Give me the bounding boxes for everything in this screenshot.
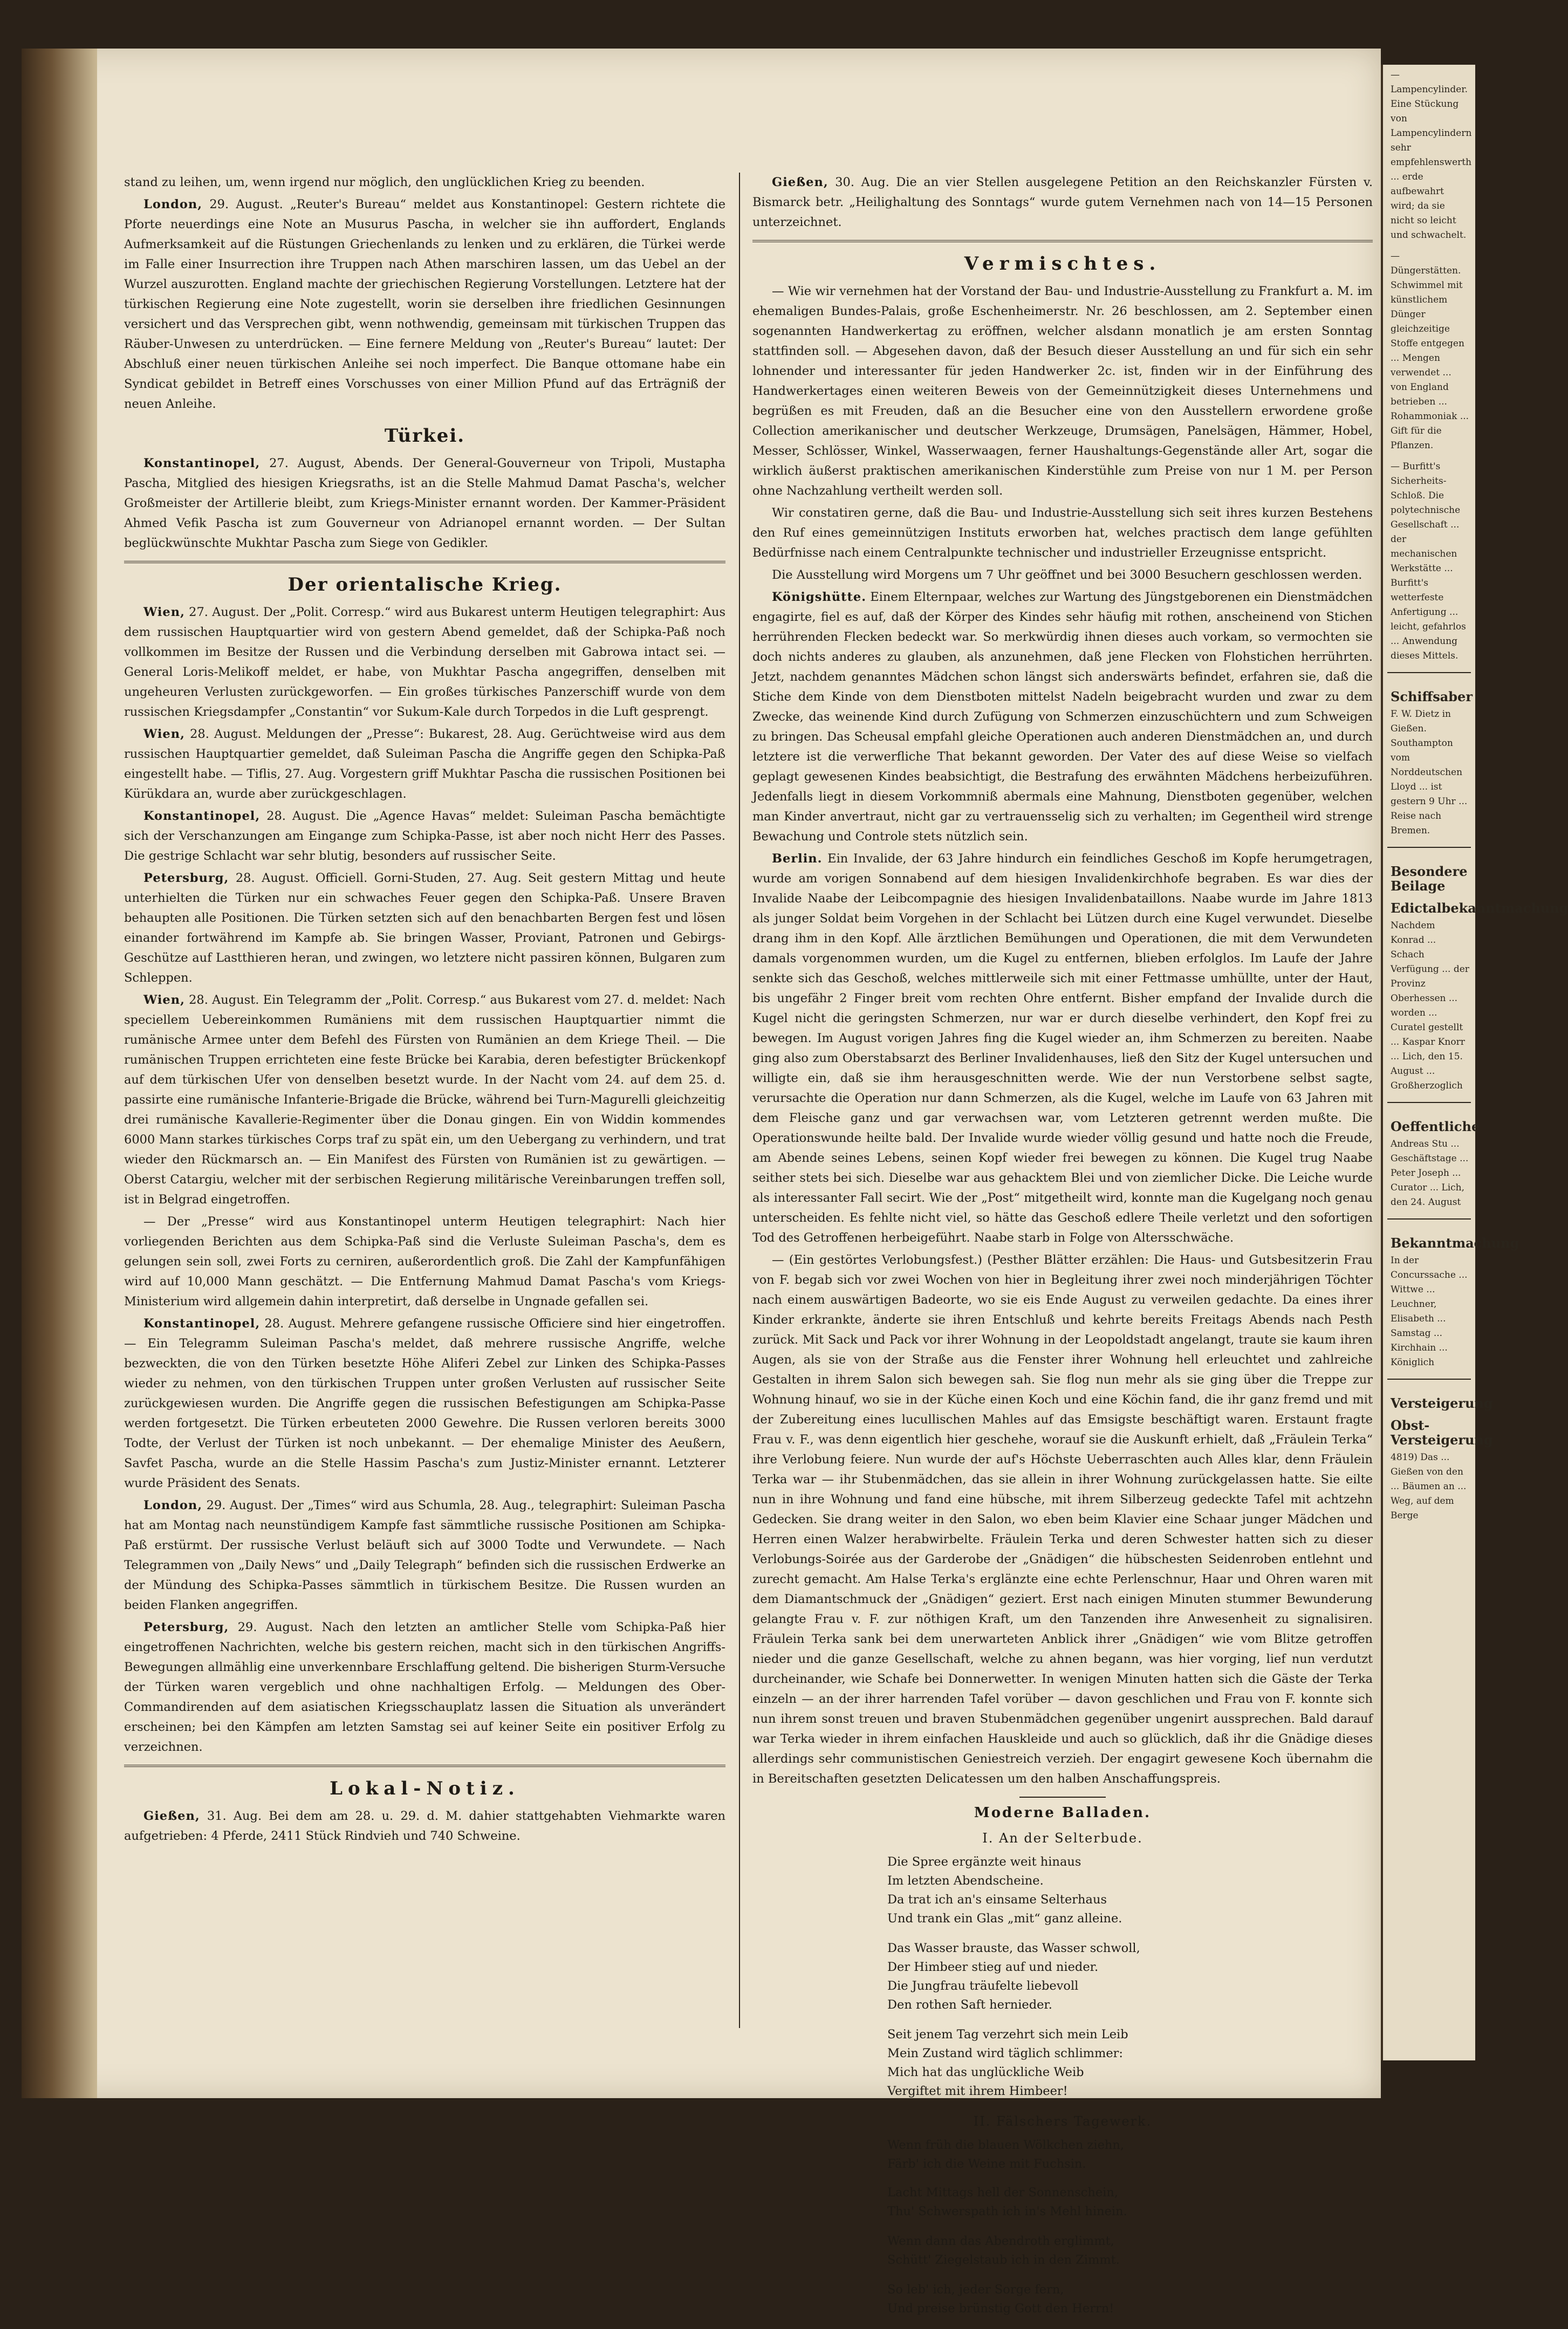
article-text: Die an vier Stellen ausgelegene Petition an den Reichskanzler Fürsten v. Bismarck betr. „Heilighaltung des Sonntags“ wurde gutem Vernehmen nach von 14—15 Personen unterzeichnet. bbox=[752, 175, 1373, 229]
article-paragraph: Die Ausstellung wird Morgens um 7 Uhr geöffnet und bei 3000 Besuchern geschlossen werden. bbox=[772, 568, 1362, 582]
verse-stanza bbox=[752, 1939, 1373, 2015]
sidebar-notice: — Burfitt's Sicherheits-Schloß. Die polytechnische Gesellschaft ... der mechanischen Werkstätte ... Burfitt's wetterfeste Anfertigung ... leicht, gefahrlos ... Anwendung dieses Mittels. bbox=[1391, 461, 1466, 661]
dateline-place: Königshütte. bbox=[772, 590, 867, 604]
article-text: Der „Polit. Corresp.“ wird aus Bukarest unterm Heutigen telegraphirt: Aus dem russischen Hauptquartier wird von gestern Abend gemeldet, daß der Schipka-Paß noch vollkommen im Besitze der Russen und die Verbindung derselben mit Gabrowa intact sei. — General Loris-Melikoff meldet, er habe, von Mukhtar Pascha angegriffen, denselben mit ungeheuren Verlusten zurückgeworfen. — Ein großes türkisches Panzerschiff wurde von dem russischen Kriegsdampfer „Constantin“ vor Sukum-Kale durch Torpedos in die Luft gesprengt. bbox=[124, 605, 726, 719]
verse-line: Wenn früh die blauen Wölkchen ziehn, bbox=[887, 2138, 1125, 2152]
verse-line: Da trat ich an's einsame Selterhaus bbox=[887, 1893, 1107, 1907]
article-paragraph: — Der „Presse“ wird aus Konstantinopel unterm Heutigen telegraphirt: Nach hier vorliegenden Berichten aus dem Schipka-Paß sind die Verluste Suleiman Pascha's, dem es gelungen sein soll, zwei Forts zu cerniren, außerordentlich groß. Die Zahl der Kampfunfähigen wird auf 10,000 Mann geschätzt. — Die Entfernung Mahmud Damat Pascha's vom Kriegs-Ministerium wird allgemein dahin interpretirt, daß derselbe in Ungnade gefallen sei. bbox=[124, 1215, 725, 1309]
dateline-place: Petersburg, bbox=[143, 1620, 229, 1634]
sidebar-heading: Versteigerung bbox=[1391, 1395, 1493, 1411]
sidebar-notice bbox=[1383, 1108, 1480, 1213]
sidebar-rule bbox=[1387, 1379, 1471, 1380]
article-text: Officiell. Gorni-Studen, 27. Aug. Seit gestern Mittag und heute unterhielten die Türken nur ein schwaches Feuer gegen den Schipka-Paß. Unsere Braven behaupten alle Positionen. Die Türken setzten sich auf den benachbarten Bergen fest und lösen einander fortwährend im Kampfe ab. Sie bringen Wasser, Proviant, Patronen und Gebirgs-Geschütze auf Lastthieren heran, und zwingen, wo letztere nicht passiren können, Bulgaren zum Schleppen. bbox=[124, 871, 726, 985]
article-text: Ein Telegramm der „Polit. Corresp.“ aus Bukarest vom 27. d. meldet: Nach speciellem Uebereinkommen Rumäniens mit dem russischen Hauptquartier nimmt die rumänische Armee unter dem Befehl des Fürsten von Rumänien an dem Kriege Theil. — Die rumänischen Truppen errichteten eine feste Brücke bei Karabia, deren befestigter Brückenkopf auf dem türkischen Ufer von denselben besetzt wurde. In der Nacht vom 24. auf dem 25. d. passirte eine rumänische Infanterie-Brigade die Brücke, während bei Turn-Magurelli gleichzeitig drei rumänische Kavallerie-Regimenter über die Donau gingen. Ein von Widdin kommendes 6000 Mann starkes türkisches Corps traf zu spät ein, um den Uebergang zu verhindern, und trat wieder den Rückmarsch an. — Ein Manifest des Fürsten von Rumänien ist zu gewärtigen. — Oberst Catargiu, welcher mit der serbischen Regierung militärische Vereinbarungen treffen soll, ist in Belgrad eingetroffen. bbox=[124, 993, 726, 1207]
sidebar-rule bbox=[1387, 672, 1471, 673]
sidebar-notice bbox=[1383, 1225, 1519, 1373]
verse-stanza bbox=[752, 2280, 1373, 2318]
verse-line: Der Himbeer stieg auf und nieder. bbox=[887, 1960, 1099, 1974]
dateline-date: 29. August. bbox=[237, 1620, 313, 1634]
newspaper-page bbox=[22, 49, 1381, 2316]
article-text: Meldungen der „Presse“: Bukarest, 28. Aug. Gerüchtweise wird aus dem russischen Hauptquartier gemeldet, daß Suleiman Pascha die Angriffe gegen den Schipka-Paß eingestellt habe. — Tiflis, 27. Aug. Vorgestern griff Mukhtar Pascha die russischen Positionen bei Kürükdara an, wurde aber zurückgeschlagen. bbox=[124, 727, 726, 801]
article-text: Der General-Gouverneur von Tripoli, Mustapha Pascha, Mitglied des hiesigen Kriegsraths, ist an die Stelle Mahmud Damat Pascha's, welcher Großmeister der Artillerie bleibt, zum Kriegs-Minister ernannt worden. Der Kammer-Präsident Ahmed Vefik Pascha ist zum Gouverneur von Adrianopel ernannt worden. — Der Sultan beglückwünschte Mukhtar Pascha zum Siege von Gedikler. bbox=[124, 456, 726, 550]
verse-line: Mein Zustand wird täglich schlimmer: bbox=[887, 2046, 1123, 2060]
sidebar-rule bbox=[1387, 847, 1471, 848]
article-paragraph bbox=[124, 806, 725, 866]
verse-line: Thu' Schwerspath ich in's Mehl hinein. bbox=[887, 2204, 1127, 2218]
verse-line: Die Spree ergänzte weit hinaus bbox=[887, 1855, 1081, 1869]
article-text: Bei dem am 28. u. 29. d. M. dahier stattgehabten Viehmarkte waren aufgetrieben: 4 Pferde, 2411 Stück Rindvieh und 740 Schweine. bbox=[124, 1809, 726, 1843]
article-paragraph bbox=[124, 1314, 725, 1494]
dateline-place: Konstantinopel, bbox=[143, 809, 261, 823]
article-paragraph bbox=[752, 849, 1373, 1248]
article-paragraph bbox=[124, 1618, 725, 1757]
section-heading-vermischtes: Vermischtes. bbox=[964, 253, 1161, 275]
dateline-place: Wien, bbox=[143, 727, 185, 741]
section-rule bbox=[752, 240, 1373, 242]
article-text: Mehrere gefangene russische Officiere sind hier eingetroffen. — Ein Telegramm Suleiman Pascha's meldet, daß mehrere russische Angriffe, welche bezweckten, die von den Türken besetzte Höhe Aliferi Zebel zur Linken des Schipka-Passes wieder zu nehmen, von den türkischen Truppen unter großen Verlusten auf russischer Seite zurückgewiesen wurden. Die Angriffe gegen die russischen Befestigungen am Schipka-Passe werden fortgesetzt. Die Türken erbeuteten 2000 Gewehre. Die Russen verloren bereits 3000 Todte, der Verlust der Türken ist noch unbekannt. — Der ehemalige Minister des Aeußern, Savfet Pascha, wurde an die Stelle Hassim Pascha's zum Justiz-Minister ernannt. Letzterer wurde Präsident des Senats. bbox=[124, 1317, 725, 1490]
sidebar-heading: Bekanntmachung bbox=[1391, 1235, 1519, 1251]
left-column bbox=[124, 173, 725, 1848]
section-heading-tuerkei: Türkei. bbox=[384, 425, 465, 447]
article-paragraph: — (Ein gestörtes Verlobungsfest.) (Pesther Blätter erzählen: Die Haus- und Gutsbesitzerin Frau von F. begab sich vor zwei Wochen von hier in Begleitung ihrer zwei noch minderjährigen Töchter nach einem auswärtigen Badeorte, wo sie eis Ende August zu verweilen gedachte. Da eines ihrer Kinder erkrankte, änderte sie ihren Entschluß und kehrte bereits Freitags Abends nach Pesth zurück. Mit Sack und Pack vor ihrer Wohnung in der Leopoldstadt angelangt, traute sie kaum ihren Augen, als sie von der Straße aus die Fenster ihrer Wohnung hell erleuchtet und zahlreiche Gestalten in ihrem Salon sich bewegen sah. Sie flog nun mehr als sie ging über die Treppe zur Wohnung hinauf, wo sie in der Küche einen Koch und eine Köchin fand, die ihr ganz fremd und mit der Zubereitung eines lucullischen Mahles auf das Emsigste beschäftigt waren. Erstaunt fragte Frau v. F., was denn eigentlich hier geschehe, worauf sie die Auskunft erhielt, daß „Fräulein Terka“ ihre Verlobung feiere. Nun wurde der auf's Höchste Ueberraschten auch Alles klar, denn Fräulein Terka war — ihr Stubenmädchen, das sie allein in ihrer Wohnung zurückgelassen hatte. Sie eilte nun in ihre Wohnung und fand eine hübsche, mit ihrem Silberzeug gedeckte Tafel mit achtzehn Gedecken. Sie drang weiter in den Salon, wo eben beim Klavier eine Schaar junger Mädchen und Herren einen Walzer herabwirbelte. Fräulein Terka und deren Schwester hatten sich zu dieser Verlobungs-Soirée aus der Garderobe der „Gnädigen“ die hübschesten Seidenroben entlehnt und zurecht gemacht. Am Halse Terka's erglänzte eine echte Perlenschnur, Haar und Ohren waren mit dem Diamantschmuck der „Gnädigen“ geziert. Erst nach einigen Minuten stummer Bewunderung gelangte Frau v. F. zur nöthigen Kraft, um den Tanzenden ihre Anwesenheit zu signalisiren. Fräulein Terka sank bei dem unerwarteten Anblick ihrer „Gnädigen“ wie vom Blitze getroffen nieder und die ganze Gesellschaft, welche zu ahnen begann, was hier vorging, lief nun verdutzt durcheinander, wie Schafe bei Donnerwetter. In wenigen Minuten hatten sich die Gäste der Terka einzeln — an der ihrer harrenden Tafel vorüber — davon geschlichen und Frau von F. konnte sich nun ihrem sonst treuen und braven Stubenmädchen gegenüber ungenirt aussprechen. Bald darauf war Terka wieder in ihrem einfachen Hauskleide und auch so glücklich, daß ihr die Gnädige dieses allerdings sehr communistischen Geniestreich verzieh. Der engagirt gewesene Koch übernahm die in Bereitschaften gesetzten Delicatessen um den halben Anschaffungspreis. bbox=[752, 1253, 1373, 1786]
dateline-date: 29. August. bbox=[206, 1498, 277, 1512]
sidebar-notice bbox=[1383, 853, 1568, 1097]
short-rule bbox=[1019, 1797, 1106, 1798]
verse-line: Färb' ich die Weine mit Fuchsin. bbox=[887, 2157, 1086, 2171]
dateline-place: Konstantinopel, bbox=[143, 1317, 261, 1331]
dateline-place: London, bbox=[143, 197, 203, 211]
dateline-date: 28. August. bbox=[189, 993, 259, 1007]
sidebar-notice: — Lampencylinder. Eine Stückung von Lampencylindern sehr empfehlenswerth ... erde aufbewahrt wird; da sie nicht so leicht und schwachelt. bbox=[1391, 70, 1472, 241]
article-text: Einem Elternpaar, welches zur Wartung des Jüngstgeborenen ein Dienstmädchen engagirte, fiel es auf, daß der Körper des Kindes sehr häufig mit rothen, anscheinend von Stichen herrührenden Flecken bedeckt war. So merkwürdig ihnen dieses auch vorkam, so vermochten sie doch nichts anderes zu glauben, als anzunehmen, daß jene Flecken von Flohstichen herrührten. Jetzt, nachdem genanntes Mädchen schon längst sich anderswärts befindet, erfahren sie, daß die Stiche dem Kinde von dem Dienstboten mittelst Nadeln beigebracht wurden und zwar zu dem Zwecke, das weinende Kind durch Zufügung von Schmerzen einzuschüchtern und zum Schweigen zu bringen. Das Scheusal empfahl gleiche Operationen auch anderen Dienstmädchen an, und durch letztere ist die verwerfliche That bekannt geworden. Der Vater des auf diese Weise so vielfach geplagt gewesenen Kindes beabsichtigt, die Bestrafung des erwähnten Mädchens herbeizuführen. Jedenfalls liegt in diesem Vorkommniß abermals eine Mahnung, Dienstboten gegenüber, welchen man Kinder anvertraut, nicht gar zu vertrauensselig sich zu verhalten; im Gegentheil wird strenge Bewachung und Controle stets nützlich sein. bbox=[752, 590, 1373, 844]
article-text: Die „Agence Havas“ meldet: Suleiman Pascha bemächtigte sich der Verschanzungen am Eingange zum Schipka-Passe, ist aber noch nicht Herr des Passes. Die gestrige Schlacht war sehr blutig, besonders auf russischer Seite. bbox=[124, 809, 726, 863]
verse-line: So leb' ich, jeder Sorge fern, bbox=[887, 2283, 1064, 2297]
article-paragraph: — Wie wir vernehmen hat der Vorstand der Bau- und Industrie-Ausstellung zu Frankfurt a. M. im ehemaligen Bundes-Palais, große Eschenheimerstr. Nr. 26 beschlossen, am 2. September einen sogenannten Handwerkertag zu eröffnen, welcher alsdann monatlich je am ersten Sonntag stattfinden soll. — Abgesehen davon, daß der Besuch dieser Ausstellung an und für sich ein sehr lohnender und interessanter für jeden Handwerker 2c. ist, finden wir in der Einführung des Handwerkertages einen weiteren Beweis von der Gemeinnützigkeit dieses Unternehmens und begrüßen es mit Freuden, daß an die Besucher eine von den Ausstellern erwordene große Collection amerikanischer und deutscher Werkzeuge, Drumsägen, Panelsägen, Hämmer, Hobel, Messer, Schlösser, Winkel, Wasserwaagen, ferner Haushaltungs-Gegenstände aller Art, sogar die wirklich äußerst praktischen amerikanischen Kinderstühle zum Preise von nur 1 M. per Person ohne Nachzahlung vertheilt werden soll. bbox=[752, 284, 1373, 498]
verse-stanza bbox=[752, 2025, 1373, 2101]
sidebar-rule bbox=[1387, 1102, 1471, 1103]
dateline-date: 28. August. bbox=[264, 1317, 335, 1331]
verse-stanza bbox=[752, 1853, 1373, 1928]
article-paragraph bbox=[752, 587, 1373, 847]
dateline-date: 28. August. bbox=[266, 809, 340, 823]
dateline-place: Gießen, bbox=[143, 1809, 200, 1823]
sidebar-notice: — Düngerstätten. Schwimmel mit künstlichem Dünger gleichzeitige Stoffe entgegen ... Mengen verwendet ... von England betrieben ... Rohammoniak ... Gift für die Pflanzen. bbox=[1391, 251, 1469, 451]
ballad-heading: Moderne Balladen. bbox=[974, 1805, 1152, 1821]
section-heading-lokal: Lokal-Notiz. bbox=[330, 1778, 520, 1799]
sidebar-text: Andreas Stu ... Geschäftstage ... Peter Joseph ... Curator ... Lich, den 24. August bbox=[1391, 1139, 1469, 1208]
verse-line: Schütt' Ziegelstaub ich in den Zimmt. bbox=[887, 2253, 1120, 2267]
verse-line: Und preise brünstig Gott den Herrn! bbox=[887, 2301, 1114, 2316]
dateline-place: Konstantinopel, bbox=[143, 456, 261, 470]
section-heading-krieg: Der orientalische Krieg. bbox=[287, 574, 562, 595]
verse-stanza bbox=[752, 2136, 1373, 2221]
verse-line: Lacht Mittags hell der Sonnenschein, bbox=[887, 2186, 1118, 2200]
sidebar-heading: Besondere Beilage bbox=[1391, 864, 1468, 894]
dateline-date: 30. Aug. bbox=[835, 175, 889, 189]
article-paragraph bbox=[124, 195, 725, 414]
sidebar-heading: Obst-Versteigerung bbox=[1391, 1417, 1493, 1448]
sidebar-notice bbox=[1383, 1385, 1493, 1526]
verse-line: Und trank ein Glas „mit“ ganz alleine. bbox=[887, 1912, 1122, 1926]
article-paragraph bbox=[752, 173, 1373, 232]
verse-line: Die Jungfrau träufelte liebevoll bbox=[887, 1979, 1079, 1993]
sidebar-text: Nachdem Konrad ... Schach Verfügung ... der Provinz Oberhessen ... worden ... Curatel gestellt ... Kaspar Knorr ... Lich, den 15. August ... Großherzoglich bbox=[1391, 920, 1469, 1091]
ballad-subheading: II. Fälschers Tagewerk. bbox=[973, 2114, 1152, 2129]
verse-line: Seit jenem Tag verzehrt sich mein Leib bbox=[887, 2027, 1128, 2042]
verse-line: Wenn dann das Abendroth erglimmt, bbox=[887, 2234, 1114, 2248]
dateline-date: 28. August. bbox=[190, 727, 262, 741]
dateline-place: Wien, bbox=[143, 993, 185, 1007]
article-paragraph bbox=[124, 1496, 725, 1615]
sidebar-heading: Schiffsaber bbox=[1391, 689, 1473, 704]
sidebar-text: 4819) Das ... Gießen von den ... Bäumen an ... Weg, auf dem Berge bbox=[1391, 1452, 1467, 1521]
sidebar-notice bbox=[1383, 679, 1475, 841]
article-paragraph bbox=[124, 868, 725, 988]
right-column bbox=[752, 173, 1373, 2329]
dateline-date: 28. August. bbox=[235, 871, 309, 885]
article-paragraph bbox=[124, 724, 725, 804]
sidebar-heading: Edictalbekanntmachung bbox=[1391, 900, 1568, 916]
book-gutter bbox=[22, 49, 97, 2098]
article-text: „Reuter's Bureau“ meldet aus Konstantinopel: Gestern richtete die Pforte neuerdings eine Note an Musurus Pascha, in welcher sie ihn auffordert, Englands Aufmerksamkeit auf die Rüstungen Griechenlands zu lenken und zu erklären, die Türkei werde im Falle einer Insurrection ihre Truppen nach Athen marschiren lassen, um das Uebel an der Wurzel auszurotten. England machte der griechischen Regierung Vorstellungen. Letztere hat der türkischen Regierung eine Note zugestellt, worin sie derselben ihre friedlichen Gesinnungen versichert und das Versprechen gibt, wenn nothwendig, gemeinsam mit türkischen Truppen das Räuber-Unwesen zu unterdrücken. — Eine fernere Meldung von „Reuter's Bureau“ lautet: Der Abschluß einer neuen türkischen Anleihe sei noch imperfect. Die Banque ottomane habe ein Syndicat gebildet in Betreff eines Vorschusses von einer Million Pfund auf das Erträgniß der neuen Anleihe. bbox=[124, 197, 726, 411]
dateline-place: Petersburg, bbox=[143, 871, 229, 885]
article-paragraph: stand zu leihen, um, wenn irgend nur möglich, den unglücklichen Krieg zu beenden. bbox=[124, 175, 645, 189]
article-paragraph bbox=[124, 1806, 725, 1846]
dateline-date: 29. August. bbox=[209, 197, 283, 211]
article-paragraph bbox=[124, 602, 725, 722]
verse-line: Das Wasser brauste, das Wasser schwoll, bbox=[887, 1941, 1140, 1955]
verse-line: Mich hat das unglückliche Weib bbox=[887, 2065, 1084, 2079]
article-text: Nach den letzten an amtlicher Stelle vom Schipka-Paß hier eingetroffenen Nachrichten, welche bis gestern reichen, macht sich in den türkischen Angriffs-Bewegungen allmählig eine unverkennbare Erschlaffung geltend. Die bisherigen Sturm-Versuche der Türken waren vergeblich und ohne nachhaltigen Erfolg. — Meldungen des Ober-Commandirenden auf dem asiatischen Kriegsschauplatz lassen die Situation als unverändert erscheinen; bei den Kämpfen am letzten Samstag sei auf keiner Seite ein positiver Erfolg zu verzeichnen. bbox=[124, 1620, 725, 1754]
dateline-place: London, bbox=[143, 1498, 203, 1512]
verse-line: Im letzten Abendscheine. bbox=[887, 1874, 1044, 1888]
dateline-place: Berlin. bbox=[772, 852, 823, 866]
dateline-place: Gießen, bbox=[772, 175, 828, 189]
article-paragraph bbox=[124, 454, 725, 553]
ballad-subheading: I. An der Selterbude. bbox=[982, 1831, 1143, 1846]
dateline-date: 27. August, Abends. bbox=[269, 456, 403, 470]
section-rule bbox=[124, 561, 725, 563]
dateline-place: Wien, bbox=[143, 605, 185, 619]
dateline-date: 27. August. bbox=[189, 605, 259, 619]
article-paragraph bbox=[124, 990, 725, 1210]
sidebar-heading: Oeffentliche bbox=[1391, 1119, 1480, 1134]
verse-line: Den rothen Saft hernieder. bbox=[887, 1998, 1052, 2012]
section-rule bbox=[124, 1765, 725, 1767]
article-text: Der „Times“ wird aus Schumla, 28. Aug., telegraphirt: Suleiman Pascha hat am Montag nach neunstündigem Kampfe fast sämmtliche russische Positionen am Schipka-Paß erstürmt. Der russische Verlust beläuft sich auf 3000 Todte und Verwundete. — Nach Telegrammen von „Daily News“ und „Daily Telegraph“ befinden sich die russischen Erdwerke an der Mündung des Schipka-Passes sämmtlich in türkischem Besitze. Die Russen wurden an beiden Flanken angegriffen. bbox=[124, 1498, 726, 1612]
sidebar-rule bbox=[1387, 1218, 1471, 1220]
column-divider bbox=[739, 173, 740, 2028]
article-text: Ein Invalide, der 63 Jahre hindurch ein feindliches Geschoß im Kopfe herumgetragen, wurde am vorigen Sonnabend auf dem hiesigen Invalidenkirchhofe begraben. Es war dies der Invalide Naabe der Leibcompagnie des hiesigen Invalidenbataillons. Naabe wurde im Jahre 1813 als junger Soldat beim Vorgehen in der Schlacht bei Lützen durch eine Kugel verwundet. Dieselbe drang ihm in den Kopf. Alle ärztlichen Bemühungen und Operationen, die mit dem Verwundeten damals vorgenommen wurden, um die Kugel zu entfernen, blieben erfolglos. Im Laufe der Jahre senkte sich das Geschoß, welches mittlerweile sich mit einer Fettmasse umhüllte, unter der Haut, bis ungefähr 2 Finger breit vom rechten Ohre entfernt. Bisher empfand der Invalide durch die Kugel nicht die geringsten Schmerzen, nur war er durch dieselbe verhindert, den Kopf frei zu bewegen. Im August vorigen Jahres fing die Kugel wieder an, ihm Schmerzen zu bereiten. Naabe ging also zum Oberstabsarzt des Berliner Invalidenhauses, ließ den Sitz der Kugel untersuchen und willigte ein, daß sie ihm herausgeschnitten werde. Wie der nun Verstorbene selbst sagte, verursachte die Operation nur dann Schmerzen, als die Kugel, welche im Laufe von 63 Jahren mit dem Fleische ganz und gar verwachsen war, vom Letzteren getrennt werden mußte. Die Operationswunde heilte bald. Der Invalide wurde wieder völlig gesund und hatte noch die Freude, am Abende seines Lebens, seinen Kopf wieder frei bewegen zu können. Die Kugel trug Naabe seither stets bei sich. Dieselbe war aus gehacktem Blei und von ziemlicher Dicke. Die Leiche wurde als interessanter Fall secirt. Wie der „Post“ mitgetheilt wird, konnte man die Kugelgang noch genau unterscheiden. Es fehlte nicht viel, so hätte das Geschoß edlere Theile verletzt und den sofortigen Tod des Getroffenen herbeigeführt. Naabe starb in Folge von Altersschwäche. bbox=[752, 852, 1373, 1245]
verse-gap bbox=[887, 2174, 1373, 2183]
dateline-date: 31. Aug. bbox=[207, 1809, 262, 1823]
verse-stanza bbox=[752, 2232, 1373, 2270]
verse-line: Vergiftet mit ihrem Himbeer! bbox=[887, 2084, 1068, 2098]
article-paragraph: Wir constatiren gerne, daß die Bau- und Industrie-Ausstellung sich seit ihres kurzen Bestehens den Ruf eines gemeinnützigen Instituts erworben hat, welches practisch dem lange gefühlten Bedürfnisse nach einem Centralpunkte technischer und industrieller Erzeugnisse entspricht. bbox=[752, 506, 1373, 560]
sidebar-text: In der Concurssache ... Wittwe ... Leuchner, Elisabeth ... Samstag ... Kirchhain ... Königlich bbox=[1391, 1255, 1468, 1368]
adjacent-page-strip bbox=[1381, 65, 1568, 2060]
sidebar-text: F. W. Dietz in Gießen. Southampton vom Norddeutschen Lloyd ... ist gestern 9 Uhr ... Reise nach Bremen. bbox=[1391, 709, 1468, 836]
